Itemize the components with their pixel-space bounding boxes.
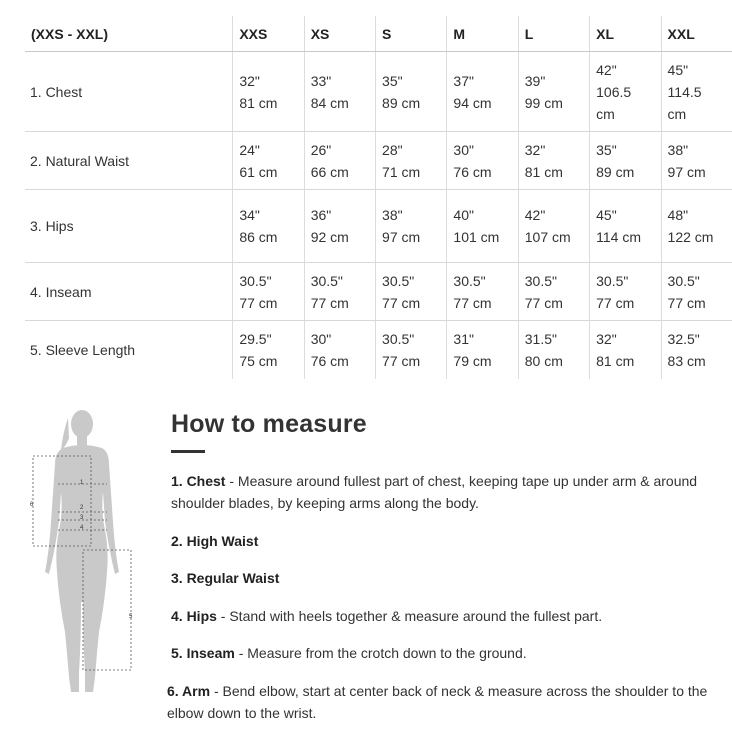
- inch-value: 35": [382, 72, 403, 89]
- inch-value: 45": [667, 61, 689, 78]
- inch-value: 30.5": [382, 330, 415, 347]
- marker-arm: 6: [30, 502, 34, 508]
- cm-value: 99 cm: [524, 94, 563, 111]
- size-cell: [304, 52, 375, 132]
- size-cell: [376, 52, 447, 132]
- step-hips: [171, 605, 726, 627]
- cm-value: 107 cm: [524, 229, 571, 245]
- inch-value: 30.5": [239, 272, 272, 289]
- step-term: 3. Regular Waist: [171, 570, 280, 586]
- cm-value: 114 cm: [596, 229, 641, 245]
- size-cell: [590, 190, 661, 263]
- inch-value: 30.5": [453, 272, 486, 289]
- cm-value: 76 cm: [310, 352, 349, 369]
- size-cell: [661, 132, 732, 190]
- size-cell: [304, 321, 375, 379]
- cm-value: 81 cm: [524, 163, 563, 180]
- cm-value: 79 cm: [453, 352, 492, 369]
- cm-value: 94 cm: [453, 94, 492, 111]
- body-measurement-figure: [25, 402, 140, 702]
- cm-value: cm: [667, 105, 687, 122]
- step-chest: [171, 470, 726, 514]
- inch-value: 24": [239, 141, 260, 158]
- cm-value: 89 cm: [596, 163, 635, 180]
- cm-value: 77 cm: [310, 294, 349, 311]
- cm-value: 81 cm: [596, 352, 635, 369]
- inch-value: 31": [453, 330, 474, 347]
- inch-value: 32.5": [667, 330, 700, 347]
- inch-value: 38": [667, 141, 689, 158]
- cm-value: 77 cm: [239, 294, 278, 311]
- marker-chest: 1: [80, 480, 84, 486]
- table-header-size: S: [376, 16, 447, 52]
- inch-value: 30": [453, 141, 474, 158]
- size-cell: [376, 263, 447, 321]
- size-cell: [661, 321, 732, 379]
- step-text: - Bend elbow, start at center back of neck & measure across the shoulder to the elbow down to the wrist.: [167, 683, 708, 721]
- table-header-size: M: [447, 16, 518, 52]
- inch-value: 29.5": [239, 330, 272, 347]
- size-cell: [518, 52, 589, 132]
- size-cell: [376, 190, 447, 263]
- cm-value: 84 cm: [310, 94, 349, 111]
- size-cell: [518, 321, 589, 379]
- cm-value: 77 cm: [524, 294, 563, 311]
- row-label: 3. Hips: [25, 190, 233, 263]
- step-term: 6. Arm: [167, 683, 211, 699]
- cm-value: 92 cm: [310, 229, 349, 245]
- inch-value: 34": [239, 207, 260, 223]
- inch-value: 48": [667, 207, 689, 223]
- size-cell: [447, 321, 518, 379]
- inch-value: 32": [239, 72, 260, 89]
- size-cell: [304, 190, 375, 263]
- size-cell: [304, 263, 375, 321]
- size-cell: [590, 321, 661, 379]
- marker-regular-waist: 3: [80, 515, 84, 521]
- inch-value: 32": [596, 330, 617, 347]
- size-cell: [447, 263, 518, 321]
- table-header-size: XL: [590, 16, 661, 52]
- size-cell: [518, 190, 589, 263]
- size-cell: [304, 132, 375, 190]
- inch-value: 42": [524, 207, 546, 223]
- table-row: [25, 263, 732, 321]
- cm-value: 83 cm: [667, 352, 706, 369]
- cm-value: 80 cm: [524, 352, 563, 369]
- cm-value: 97 cm: [667, 163, 706, 180]
- size-cell: [590, 132, 661, 190]
- cm-value: 75 cm: [239, 352, 278, 369]
- step-text: - Stand with heels together & measure around the fullest part.: [216, 608, 603, 624]
- inch-value: 45": [596, 207, 617, 223]
- cm-value: 114.5: [667, 83, 702, 100]
- inch-value: 42": [596, 61, 617, 78]
- inch-value: 26": [310, 141, 332, 158]
- step-text: - Measure around fullest part of chest, keeping tape up under arm & around shoulder blades, by keeping arms along the body.: [171, 473, 698, 511]
- size-cell: [233, 190, 304, 263]
- step-inseam: [171, 642, 726, 664]
- size-cell: [376, 132, 447, 190]
- step-arm: [167, 680, 727, 724]
- section-title: How to measure: [171, 410, 367, 438]
- inch-value: 31.5": [524, 330, 557, 347]
- size-chart-table: [25, 16, 732, 379]
- table-body: [25, 52, 732, 379]
- title-underline: [171, 450, 205, 453]
- cm-value: 81 cm: [239, 94, 278, 111]
- cm-value: 101 cm: [453, 229, 500, 245]
- size-cell: [518, 263, 589, 321]
- table-header-size: XXS: [233, 16, 304, 52]
- size-cell: [661, 52, 732, 132]
- cm-value: 122 cm: [667, 229, 714, 245]
- inch-value: 36": [310, 207, 332, 223]
- inch-value: 30.5": [310, 272, 343, 289]
- table-row: [25, 132, 732, 190]
- row-label: 4. Inseam: [25, 263, 233, 321]
- inch-value: 30.5": [382, 272, 415, 289]
- size-cell: [447, 132, 518, 190]
- table-header-size: XXL: [661, 16, 732, 52]
- marker-hips: 4: [80, 525, 84, 531]
- inch-value: 33": [310, 72, 332, 89]
- marker-inseam: 5: [129, 614, 133, 620]
- table-header-size: L: [518, 16, 589, 52]
- inch-value: 30.5": [667, 272, 700, 289]
- size-cell: [376, 321, 447, 379]
- cm-value: 76 cm: [453, 163, 492, 180]
- step-text: - Measure from the crotch down to the ground.: [234, 645, 527, 661]
- step-high-waist: [171, 530, 726, 552]
- cm-value: 66 cm: [310, 163, 349, 180]
- size-cell: [233, 321, 304, 379]
- step-term: 2. High Waist: [171, 533, 259, 549]
- cm-value: 71 cm: [382, 163, 421, 180]
- size-cell: [661, 263, 732, 321]
- size-cell: [233, 132, 304, 190]
- size-cell: [447, 52, 518, 132]
- size-cell: [447, 190, 518, 263]
- inch-value: 32": [524, 141, 546, 158]
- inch-value: 30.5": [524, 272, 557, 289]
- cm-value: 77 cm: [382, 352, 421, 369]
- size-cell: [590, 52, 661, 132]
- size-cell: [233, 263, 304, 321]
- size-cell: [233, 52, 304, 132]
- how-to-measure-section: [171, 408, 731, 453]
- table-row: [25, 190, 732, 263]
- size-cell: [661, 190, 732, 263]
- step-regular-waist: [171, 567, 726, 589]
- table-row: [25, 52, 732, 132]
- inch-value: 40": [453, 207, 474, 223]
- step-term: 1. Chest: [171, 473, 226, 489]
- inch-value: 37": [453, 72, 474, 89]
- cm-value: 77 cm: [382, 294, 421, 311]
- inch-value: 39": [524, 72, 546, 89]
- cm-value: 89 cm: [382, 94, 421, 111]
- table-row: [25, 321, 732, 379]
- inch-value: 30.5": [596, 272, 629, 289]
- marker-high-waist: 2: [80, 505, 84, 511]
- step-term: 5. Inseam: [171, 645, 235, 661]
- inch-value: 38": [382, 207, 403, 223]
- cm-value: 86 cm: [239, 229, 278, 245]
- table-header-size: XS: [304, 16, 375, 52]
- cm-value: 106.5: [596, 83, 632, 100]
- cm-value: 61 cm: [239, 163, 278, 180]
- size-cell: [590, 263, 661, 321]
- table-header-range: (XXS - XXL): [25, 16, 233, 52]
- inch-value: 35": [596, 141, 617, 158]
- cm-value: 77 cm: [596, 294, 635, 311]
- inch-value: 30": [310, 330, 332, 347]
- row-label: 5. Sleeve Length: [30, 341, 136, 358]
- cm-value: cm: [596, 105, 615, 122]
- cm-value: 77 cm: [667, 294, 706, 311]
- step-term: 4. Hips: [171, 608, 217, 624]
- table-header-row: [25, 16, 732, 52]
- cm-value: 97 cm: [382, 229, 421, 245]
- cm-value: 77 cm: [453, 294, 492, 311]
- row-label: 1. Chest: [25, 52, 233, 132]
- female-silhouette: [45, 410, 119, 692]
- inch-value: 28": [382, 141, 403, 158]
- size-cell: [518, 132, 589, 190]
- row-label: 2. Natural Waist: [25, 132, 233, 190]
